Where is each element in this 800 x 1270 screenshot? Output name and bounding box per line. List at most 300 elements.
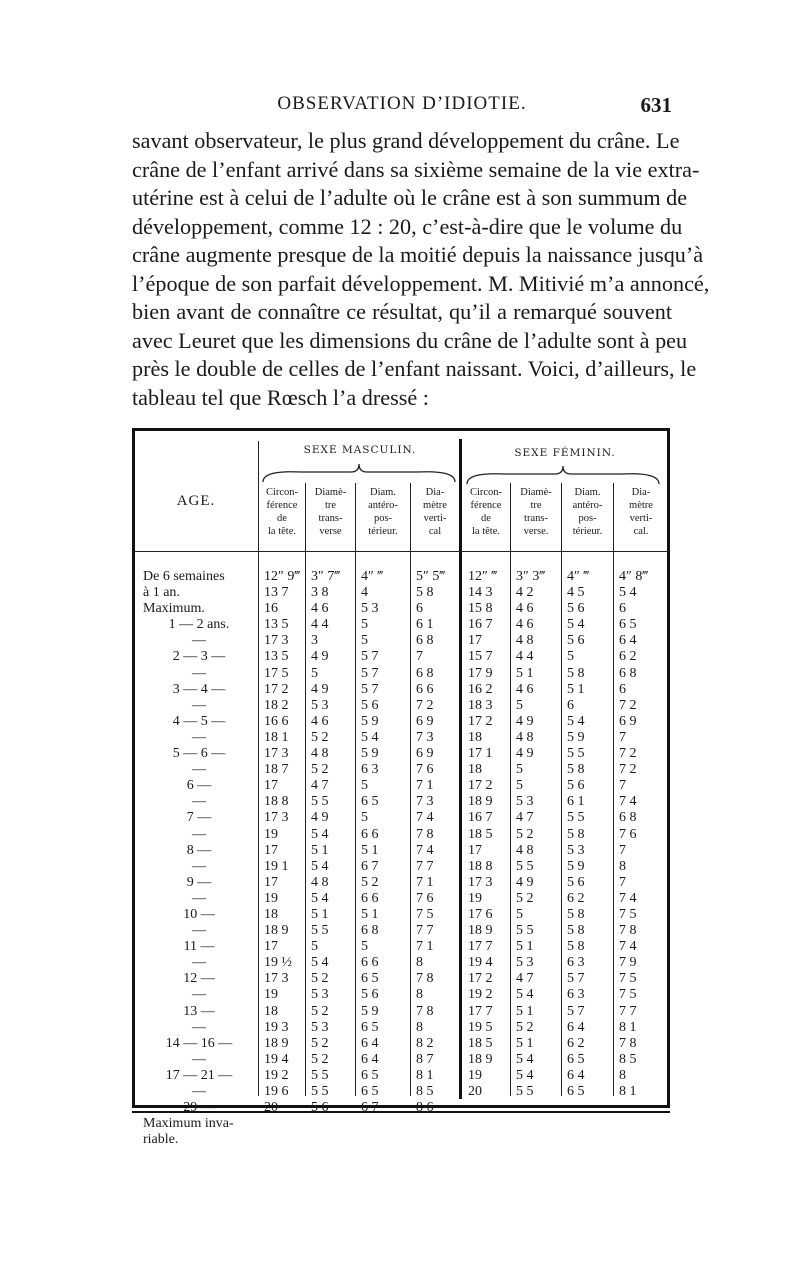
- age-label: 2 — 3 —: [172, 649, 226, 665]
- col-f-vertical: [613, 569, 667, 1148]
- feminin-brace: [465, 464, 661, 486]
- table-cell: 19 2: [264, 1067, 289, 1083]
- table-cell: 5 5: [516, 858, 534, 874]
- table-cell: 17: [264, 778, 278, 794]
- table-cell: 18 5: [468, 826, 493, 842]
- table-cell: 5 4: [311, 858, 329, 874]
- col-f-transverse: [510, 569, 561, 1148]
- table-cell: 3″ 3‴: [516, 569, 546, 584]
- age-label: —: [192, 1084, 206, 1099]
- table-cell: 4 4: [311, 617, 329, 633]
- table-cell: 5: [361, 633, 368, 649]
- age-label: 5 — 6 —: [172, 746, 226, 762]
- table-cell: 17: [264, 842, 278, 858]
- table-cell: 5: [516, 778, 523, 794]
- table-cell: 6 6: [361, 826, 379, 842]
- table-cell: 4 9: [311, 810, 329, 826]
- table-cell: 5 3: [311, 987, 329, 1003]
- table-cell: 4 8: [311, 874, 329, 890]
- table-cell: 4″ 8‴: [619, 569, 649, 584]
- age-label: 7 —: [186, 810, 212, 826]
- table-cell: 5 4: [311, 826, 329, 842]
- age-label: —: [192, 987, 206, 1003]
- age-label: 6 —: [186, 778, 212, 794]
- paragraph-line: crâne augmente presque de la moitié depuis la naissance jusqu’à: [132, 242, 704, 267]
- table-cell: 7: [619, 729, 626, 745]
- table-cell: 4 6: [516, 601, 534, 617]
- table-cell: 5 2: [516, 1019, 534, 1035]
- table-cell: 5 8: [567, 939, 585, 955]
- age-label: —: [192, 826, 206, 842]
- table-cell: 6 5: [361, 1067, 379, 1083]
- table-cell: 3″ 7‴: [311, 569, 341, 584]
- table-cell: 5 9: [361, 713, 379, 729]
- table-cell: 4″ ‴: [361, 569, 384, 584]
- table-cell: 18 5: [468, 1035, 493, 1051]
- table-cell: 5 5: [311, 923, 329, 939]
- table-cell: 7 8: [416, 971, 434, 987]
- table-cell: 3: [311, 633, 318, 649]
- table-cell: [410, 1116, 459, 1132]
- table-cell: 6 2: [567, 890, 585, 906]
- table-cell: 17 2: [468, 971, 493, 987]
- table-cell: 5 8: [567, 826, 585, 842]
- paragraph-line: près le double de celles de l’enfant naissant. Voici, d’ailleurs, le: [132, 356, 697, 381]
- table-cell: 8: [619, 1067, 626, 1083]
- col-m-circumference: [258, 569, 305, 1148]
- age-label: 3 — 4 —: [172, 681, 226, 697]
- table-cell: 4 4: [516, 649, 534, 665]
- table-cell: 4″ ‴: [567, 569, 590, 584]
- table-cell: 17: [264, 939, 278, 955]
- table-cell: 5 9: [361, 746, 379, 762]
- table-cell: [510, 1132, 561, 1148]
- table-cell: 19: [468, 890, 482, 906]
- table-cell: 4 9: [516, 874, 534, 890]
- table-cell: 19 4: [468, 955, 493, 971]
- table-cell: 17 2: [468, 778, 493, 794]
- table-cell: 5: [516, 762, 523, 778]
- table-cell: 5 6: [361, 987, 379, 1003]
- age-label: —: [192, 762, 206, 778]
- age-label: De 6 semaines: [143, 569, 225, 584]
- table-cell: 5 4: [516, 987, 534, 1003]
- table-cell: 7 5: [619, 971, 637, 987]
- age-label: —: [192, 923, 206, 939]
- table-cell: 6 1: [567, 794, 585, 810]
- table-cell: 5 3: [567, 842, 585, 858]
- age-label: 1 — 2 ans.: [168, 617, 230, 633]
- table-cell: 6 8: [619, 665, 637, 681]
- table-cell: 17 3: [264, 633, 289, 649]
- table-cell: [561, 1132, 613, 1148]
- table-cell: 8 1: [416, 1067, 434, 1083]
- table-cell: 18 9: [468, 1051, 493, 1067]
- col-f-circumference: [462, 569, 510, 1148]
- table-cell: 5 1: [567, 681, 585, 697]
- table-cell: 5 8: [567, 665, 585, 681]
- table-cell: 6 5: [361, 971, 379, 987]
- group-header-feminin: SEXE FÉMININ.: [514, 447, 616, 459]
- table-cell: [613, 1116, 667, 1132]
- table-cell: 5 2: [311, 762, 329, 778]
- age-label: 17 — 21 —: [165, 1067, 233, 1083]
- table-cell: 5 5: [567, 810, 585, 826]
- table-cell: 6 7: [361, 1100, 379, 1116]
- table-cell: 17 2: [468, 713, 493, 729]
- table-cell: [462, 1132, 510, 1148]
- table-cell: 8 5: [416, 1084, 434, 1099]
- table-cell: 5 4: [361, 729, 379, 745]
- age-label: 12 —: [183, 971, 215, 987]
- table-cell: 5 2: [311, 1003, 329, 1019]
- paragraph-line: développement, comme 12 : 20, c’est-à-dire que le volume du: [132, 213, 683, 239]
- table-cell: 8 2: [416, 1035, 434, 1051]
- table-cell: 6 3: [567, 987, 585, 1003]
- table-cell: 4 8: [516, 729, 534, 745]
- table-cell: 6 4: [361, 1051, 379, 1067]
- table-cell: 18 8: [264, 794, 289, 810]
- table-cell: 6 3: [361, 762, 379, 778]
- table-cell: 17 3: [264, 746, 289, 762]
- table-cell: 4: [361, 585, 368, 601]
- table-cell: 19 ½: [264, 955, 292, 971]
- table-cell: [510, 1116, 561, 1132]
- table-cell: 5 2: [361, 874, 379, 890]
- age-label: 9 —: [186, 874, 212, 890]
- table-cell: 5 7: [361, 681, 379, 697]
- table-cell: 8 6: [416, 1100, 434, 1116]
- table-cell: 5 3: [516, 794, 534, 810]
- table-cell: 5 6: [567, 633, 585, 649]
- table-cell: 5: [361, 939, 368, 955]
- table-cell: 7 7: [416, 858, 434, 874]
- table-cell: 6: [416, 601, 423, 617]
- table-cell: 7 7: [619, 1003, 637, 1019]
- table-cell: 5 6: [567, 778, 585, 794]
- table-cell: 5: [567, 649, 574, 665]
- table-cell: [305, 1132, 355, 1148]
- table-cell: 5 1: [516, 1035, 534, 1051]
- table-cell: 18 7: [264, 762, 289, 778]
- table-cell: 7 8: [619, 1035, 637, 1051]
- page-number: 631: [640, 93, 672, 117]
- table-cell: 18: [264, 906, 278, 922]
- table-cell: 6 4: [567, 1019, 585, 1035]
- table-cell: [410, 1132, 459, 1148]
- table-cell: 20: [468, 1084, 482, 1099]
- table-cell: 18: [264, 1003, 278, 1019]
- table-cell: 17 7: [468, 939, 493, 955]
- table-cell: 19 4: [264, 1051, 289, 1067]
- table-cell: 7 8: [619, 923, 637, 939]
- table-cell: [462, 1100, 510, 1116]
- table-cell: 6 1: [416, 617, 434, 633]
- table-cell: 4 6: [311, 601, 329, 617]
- table-cell: 18: [468, 762, 482, 778]
- table-cell: 4 9: [516, 713, 534, 729]
- table-cell: 6 9: [416, 713, 434, 729]
- table-cell: 3 8: [311, 585, 329, 601]
- paragraph-line: l’époque de son parfait développement. M. Mitivié m’a annoncé,: [132, 270, 710, 296]
- paragraph-line: bien avant de connaître ce résultat, qu’il a remarqué souvent: [132, 299, 672, 324]
- age-label: riable.: [143, 1132, 179, 1148]
- table-cell: 6 5: [567, 1051, 585, 1067]
- table-cell: 6 5: [361, 794, 379, 810]
- table-cell: 8 7: [416, 1051, 434, 1067]
- table-cell: 20: [264, 1100, 278, 1116]
- table-cell: 19: [468, 1067, 482, 1083]
- table-cell: 13 5: [264, 649, 289, 665]
- table-cell: 4 5: [567, 585, 585, 601]
- age-label: —: [192, 633, 206, 649]
- table-cell: 5 8: [416, 585, 434, 601]
- age-label: 13 —: [183, 1003, 215, 1019]
- col-m-vertical: [410, 569, 459, 1148]
- table-cell: 5 4: [567, 713, 585, 729]
- table-cell: 8: [619, 858, 626, 874]
- table-cell: 7 5: [619, 906, 637, 922]
- table-cell: [613, 1132, 667, 1148]
- age-label: à 1 an.: [143, 585, 180, 601]
- age-label: Maximum inva-: [143, 1116, 234, 1132]
- table-cell: 4 8: [311, 746, 329, 762]
- table-cell: 18 3: [468, 697, 493, 713]
- table-cell: 5: [361, 810, 368, 826]
- table-cell: 7 1: [416, 874, 434, 890]
- col-header-m-circumference: Circon- férence de la tête.: [265, 487, 299, 537]
- table-cell: 5 5: [567, 746, 585, 762]
- table-cell: 4 9: [311, 649, 329, 665]
- table-cell: 5 8: [567, 762, 585, 778]
- table-cell: 5 7: [567, 1003, 585, 1019]
- age-label: —: [192, 1019, 206, 1035]
- col-header-f-vertical: Dia- mètre verti- cal.: [629, 487, 653, 537]
- table-cell: 19 6: [264, 1084, 289, 1099]
- table-cell: [258, 1132, 305, 1148]
- table-cell: 17 5: [264, 665, 289, 681]
- table-cell: 17 1: [468, 746, 493, 762]
- table-cell: 5 9: [361, 1003, 379, 1019]
- table-cell: 7 4: [619, 939, 637, 955]
- table-cell: 5 5: [311, 1067, 329, 1083]
- table-cell: 5 4: [619, 585, 637, 601]
- table-cell: 5 8: [567, 906, 585, 922]
- table-cell: 7 4: [619, 890, 637, 906]
- table-cell: 16: [264, 601, 278, 617]
- table-cell: 8 1: [619, 1084, 637, 1099]
- table-cell: 7 9: [619, 955, 637, 971]
- table-cell: 19 2: [468, 987, 493, 1003]
- age-label: 29 —: [183, 1100, 215, 1116]
- table-cell: 5 4: [311, 890, 329, 906]
- table-cell: 5: [361, 778, 368, 794]
- table-cell: 5 9: [567, 729, 585, 745]
- table-cell: 19: [264, 826, 278, 842]
- table-cell: 19 1: [264, 858, 289, 874]
- table-cell: [258, 1116, 305, 1132]
- age-column: [139, 569, 259, 1148]
- table-cell: 5 2: [516, 890, 534, 906]
- table-cell: 7 4: [416, 842, 434, 858]
- table-cell: 18 9: [264, 923, 289, 939]
- table-cell: 17: [468, 842, 482, 858]
- col-header-m-transverse: Diamè- tre trans- verse: [314, 487, 347, 537]
- table-cell: 6 4: [619, 633, 637, 649]
- table-cell: 6 7: [361, 858, 379, 874]
- table-cell: 14 3: [468, 585, 493, 601]
- age-label: —: [192, 697, 206, 713]
- age-label: —: [192, 729, 206, 745]
- table-cell: 6 5: [361, 1084, 379, 1099]
- table-cell: 5 4: [516, 1067, 534, 1083]
- table-cell: 5 1: [311, 906, 329, 922]
- table-cell: 4 7: [516, 971, 534, 987]
- table-cell: 17 7: [468, 1003, 493, 1019]
- table-cell: 7 6: [416, 890, 434, 906]
- table-cell: 5 1: [516, 665, 534, 681]
- table-cell: 17 3: [468, 874, 493, 890]
- table-cell: 5 5: [516, 923, 534, 939]
- age-column-header: AGE.: [176, 493, 216, 509]
- table-cell: 6 9: [416, 746, 434, 762]
- table-cell: 5 2: [311, 729, 329, 745]
- table-cell: [355, 1116, 410, 1132]
- age-label: 14 — 16 —: [165, 1035, 233, 1051]
- table-cell: [355, 1132, 410, 1148]
- col-header-f-anteroposterior: Diam. antéro- pos- térieur.: [572, 487, 603, 537]
- table-cell: 5 9: [567, 858, 585, 874]
- table-cell: 19 5: [468, 1019, 493, 1035]
- table-cell: 6 5: [567, 1084, 585, 1099]
- table-cell: 6 6: [416, 681, 434, 697]
- table-cell: 7 2: [619, 762, 637, 778]
- table-cell: [561, 1100, 613, 1116]
- table-cell: 18 8: [468, 858, 493, 874]
- body-paragraph: [132, 127, 710, 412]
- table-cell: 8: [416, 987, 423, 1003]
- table-cell: 16 7: [468, 617, 493, 633]
- table-cell: 6 5: [619, 617, 637, 633]
- paragraph-line: crâne de l’enfant arrivé dans sa sixième semaine de la vie extra-: [132, 156, 700, 182]
- col-header-m-anteroposterior: Diam. antéro- pos- térieur.: [368, 487, 398, 537]
- table-cell: 17 6: [468, 906, 493, 922]
- table-cell: 12″ ‴: [468, 569, 498, 584]
- table-cell: 5 3: [311, 697, 329, 713]
- table-cell: 5 1: [361, 906, 379, 922]
- table-cell: 17 2: [264, 681, 289, 697]
- table-cell: 6 4: [361, 1035, 379, 1051]
- table-cell: 17 3: [264, 971, 289, 987]
- table-cell: 7 1: [416, 778, 434, 794]
- age-label: —: [192, 794, 206, 810]
- age-label: —: [192, 955, 206, 971]
- table-cell: 5 4: [311, 955, 329, 971]
- table-cell: 6 3: [567, 955, 585, 971]
- table-cell: 13 7: [264, 585, 289, 601]
- table-cell: 4 7: [516, 810, 534, 826]
- table-cell: 8 5: [619, 1051, 637, 1067]
- table-cell: 6 2: [619, 649, 637, 665]
- table-cell: 17 9: [468, 665, 493, 681]
- table-cell: 5 6: [567, 874, 585, 890]
- table-cell: 7 4: [619, 794, 637, 810]
- group-header-masculin: SEXE MASCULIN.: [303, 444, 417, 456]
- table-cell: 7: [619, 778, 626, 794]
- table-cell: [305, 1116, 355, 1132]
- table-cell: 17 3: [264, 810, 289, 826]
- table-cell: 6 9: [619, 713, 637, 729]
- table-cell: 16 7: [468, 810, 493, 826]
- table-cell: 6 8: [619, 810, 637, 826]
- table-cell: 7 2: [619, 697, 637, 713]
- table-cell: 4 8: [516, 633, 534, 649]
- table-cell: 5 1: [516, 1003, 534, 1019]
- table-cell: 7 8: [416, 1003, 434, 1019]
- table-cell: 18 2: [264, 697, 289, 713]
- table-cell: 15 8: [468, 601, 493, 617]
- col-header-f-circumference: Circon- férence de la tête.: [469, 487, 503, 537]
- table-cell: 5 2: [516, 826, 534, 842]
- table-cell: 8: [416, 955, 423, 971]
- paragraph-line: utérine est à celui de l’adulte où le crâne est à son summum de: [132, 185, 688, 210]
- table-cell: 6 2: [567, 1035, 585, 1051]
- table-cell: 6 4: [567, 1067, 585, 1083]
- table-cell: 16 2: [468, 681, 493, 697]
- table-cell: 5: [311, 939, 318, 955]
- table-cell: 8: [416, 1019, 423, 1035]
- table-cell: 5: [361, 617, 368, 633]
- table-cell: 5 3: [311, 1019, 329, 1035]
- table-cell: [561, 1116, 613, 1132]
- table-cell: 7 3: [416, 729, 434, 745]
- table-cell: 7: [619, 874, 626, 890]
- table-cell: 4 7: [311, 778, 329, 794]
- table-cell: 16 6: [264, 713, 289, 729]
- table-cell: 6: [619, 681, 626, 697]
- table-cell: 7 6: [619, 826, 637, 842]
- table-cell: 4 6: [516, 617, 534, 633]
- table-cell: 5: [516, 906, 523, 922]
- paragraph-line: savant observateur, le plus grand développement du crâne. Le: [132, 128, 680, 153]
- table-cell: 6 8: [416, 665, 434, 681]
- table-cell: 4 2: [516, 585, 534, 601]
- table-cell: 18 9: [468, 794, 493, 810]
- paragraph-line: avec Leuret que les dimensions du crâne de l’adulte sont à peu: [132, 327, 688, 353]
- table-cell: 5 6: [311, 1100, 329, 1116]
- age-label: Maximum.: [143, 601, 205, 617]
- table-cell: 7: [416, 649, 423, 665]
- table-cell: 5 7: [361, 649, 379, 665]
- table-cell: 6 8: [361, 923, 379, 939]
- table-cell: 19 3: [264, 1019, 289, 1035]
- table-cell: 7 8: [416, 826, 434, 842]
- table-cell: [613, 1100, 667, 1116]
- col-header-m-vertical: Dia- mètre verti- cal: [423, 487, 447, 537]
- table-cell: 15 7: [468, 649, 493, 665]
- table-cell: 6 6: [361, 890, 379, 906]
- table-cell: 19: [264, 890, 278, 906]
- age-label: —: [192, 890, 206, 906]
- table-cell: 18 1: [264, 729, 289, 745]
- table-cell: 5 5: [311, 1084, 329, 1099]
- col-m-transverse: [305, 569, 355, 1148]
- age-label: 10 —: [183, 906, 215, 922]
- table-cell: 6 8: [416, 633, 434, 649]
- table-cell: 5 2: [311, 971, 329, 987]
- age-label: —: [192, 1051, 206, 1067]
- table-cell: 7 1: [416, 939, 434, 955]
